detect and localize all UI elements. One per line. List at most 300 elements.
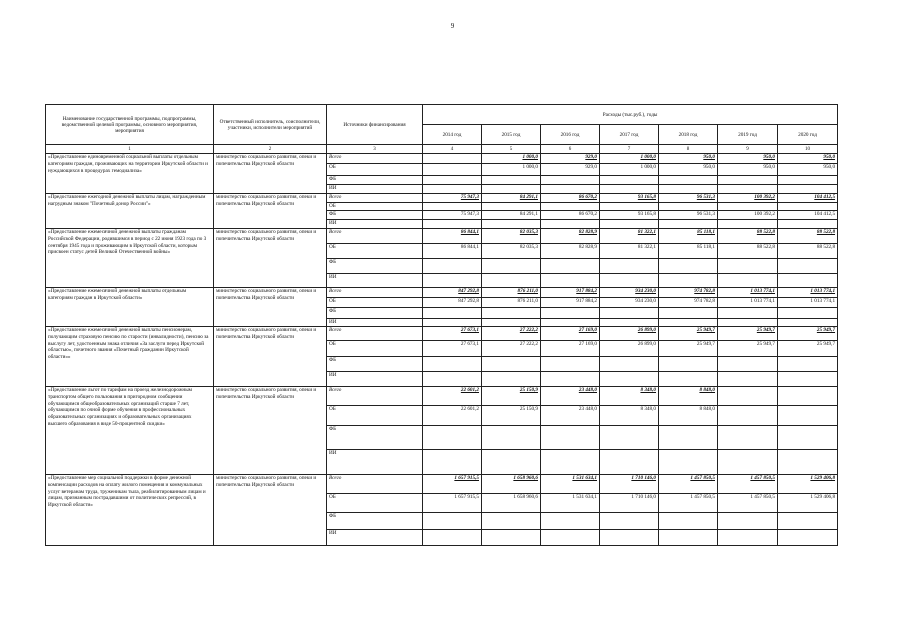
expense-value [718,244,778,259]
expense-value [600,387,659,406]
expense-value [718,513,778,530]
expense-value [541,194,600,203]
funding-source: Всего [327,475,423,494]
expense-value [423,288,482,298]
expense-amount: 86 844,1 [460,244,479,250]
expense-value [659,426,718,450]
expense-amount: 1 013 774,1 [750,298,775,304]
expense-value [482,259,541,274]
funding-source: ФБ [327,176,423,185]
funding-source: ФБ [327,259,423,274]
expense-value [600,475,659,494]
expense-value [778,244,838,259]
expense-amount: 8 348,0 [640,406,656,412]
expense-amount: 950,0 [763,154,775,160]
expense-amount: 1 013 774,1 [810,298,836,304]
expense-value [778,327,838,341]
expense-amount: 1 531 634,1 [572,494,597,500]
column-number: 4 [423,145,482,154]
expense-amount: 1 013 774,1 [810,288,836,294]
funding-source: ОБ [327,298,423,308]
expense-value [778,176,838,185]
funding-source: ОБ [327,164,423,176]
expense-amount: 82 035,3 [519,244,538,250]
expense-amount: 1 013 774,1 [750,288,775,294]
header-year: 2016 год [541,125,600,145]
expense-value [482,513,541,530]
expense-amount: 847 292,8 [458,288,479,294]
expense-amount: 1 710 146,0 [631,494,656,500]
expense-value [718,229,778,244]
expense-value [541,341,600,357]
page-number: 9 [450,22,455,30]
funding-source: ИИ [327,450,423,475]
program-name: «Предоставление ежемесячной денежной выплаты отдельным категориям граждан в Иркутской области» [46,288,214,327]
expense-value [659,475,718,494]
expense-amount: 934 230,0 [635,288,656,294]
expense-value [778,185,838,194]
expense-value [778,154,838,164]
expense-amount: 25 949,7 [696,341,715,347]
expense-value [423,154,482,164]
expense-value [482,203,541,211]
column-number: 5 [482,145,541,154]
expense-value [718,426,778,450]
expense-value [778,220,838,229]
expense-amount: 1 000,0 [522,164,538,170]
expense-value [423,494,482,513]
expense-amount: 100 392,2 [754,194,775,200]
expense-amount: 22 601,2 [460,387,479,393]
expense-value [482,164,541,176]
expense-value [718,288,778,298]
expense-value [541,406,600,426]
expense-value [423,164,482,176]
expense-amount: 8 348,0 [640,387,656,393]
expense-amount: 82 828,9 [578,244,597,250]
expense-value [659,176,718,185]
expense-value [541,185,600,194]
program-name: «Предоставление мер социальной поддержки в форме денежной компенсации расходов на оплату жилого помещения и коммунальных услуг ветеранам труда, труженикам тыла, реабилитированным лицам и лицам, признанным пострадавшими от политических репрессий, в Иркутской области» [46,475,214,546]
expense-value [482,288,541,298]
program-name: «Предоставление ежемесячной денежной выплаты гражданам Российской Федерации, родившимся в период с 22 июня 1923 года по 3 сентября 1945 года и проживающим в Иркутской области, которым присвоен статус детей Великой Отечественной войны» [46,229,214,288]
expense-value [659,308,718,319]
expense-value [718,154,778,164]
expense-value [659,357,718,372]
expense-value [778,211,838,220]
expense-value [718,308,778,319]
header-sources: Источники финансирования [327,105,423,145]
expense-value [482,229,541,244]
expense-value [718,530,778,546]
expense-value [778,530,838,546]
expense-value [778,164,838,176]
expense-amount: 81 322,1 [637,229,656,235]
expense-amount: 88 522,8 [816,229,836,235]
header-year: 2020 год [778,125,838,145]
expense-value [541,288,600,298]
expense-value [600,288,659,298]
expense-amount: 1 658 960,6 [513,494,538,500]
expense-value [600,154,659,164]
expense-value [423,341,482,357]
expense-value [600,176,659,185]
expense-value [600,194,659,203]
expense-value [600,327,659,341]
expense-amount: 1 000,0 [640,164,656,170]
expense-value [659,244,718,259]
funding-source: ИИ [327,372,423,387]
expense-value [718,475,778,494]
expense-value [482,387,541,406]
expense-value [541,513,600,530]
expense-amount: 25 150,9 [519,406,538,412]
expense-amount: 950,0 [763,164,775,170]
column-number: 3 [327,145,423,154]
expense-amount: 23 448,0 [578,387,597,393]
expense-amount: 27 222,2 [519,327,538,333]
expense-value [423,308,482,319]
expense-amount: 27 673,1 [460,327,479,333]
expense-value [423,450,482,475]
expense-amount: 8 848,0 [699,387,715,393]
expense-amount: 950,0 [703,164,715,170]
expense-value [600,164,659,176]
expense-value [423,406,482,426]
column-number: 10 [778,145,838,154]
expense-value [541,387,600,406]
column-number: 2 [214,145,327,154]
funding-source: ИИ [327,220,423,229]
expense-amount: 950,0 [823,164,836,170]
expense-amount: 104 412,5 [814,211,836,217]
expense-value [482,176,541,185]
expense-value [482,185,541,194]
expense-value [659,154,718,164]
executor-name: министерство социального развития, опеки и попечительства Иркутской области [214,194,327,229]
expense-amount: 950,0 [703,154,715,160]
column-number: 9 [718,145,778,154]
expense-value [659,274,718,288]
expense-value [600,513,659,530]
expense-value [778,319,838,327]
expense-value [482,341,541,357]
expense-amount: 100 392,2 [754,211,775,217]
expense-amount: 1 529 406,8 [810,494,836,500]
expense-value [600,426,659,450]
expense-value [659,203,718,211]
expense-value [541,372,600,387]
expense-value [659,450,718,475]
expense-amount: 1 658 960,6 [513,475,538,481]
expense-amount: 1 457 850,5 [690,475,715,481]
expense-value [778,203,838,211]
expense-amount: 1 657 915,5 [454,494,479,500]
expense-value [423,176,482,185]
expense-value [778,298,838,308]
expense-amount: 22 601,2 [460,406,479,412]
expense-value [778,494,838,513]
expense-value [718,406,778,426]
expense-value [718,327,778,341]
expense-value [541,244,600,259]
expense-value [541,426,600,450]
expense-value [778,513,838,530]
expense-value [541,327,600,341]
expense-value [778,450,838,475]
expense-value [600,530,659,546]
funding-source: Всего [327,327,423,341]
expense-value [482,194,541,203]
expense-value [482,220,541,229]
expense-value [659,513,718,530]
expense-amount: 25 949,7 [756,327,775,333]
expense-amount: 876 211,0 [517,298,538,304]
expense-value [778,372,838,387]
expense-value [600,357,659,372]
expense-amount: 75 947,3 [460,194,479,200]
expense-amount: 929,0 [585,164,597,170]
funding-source: ФБ [327,426,423,450]
header-year: 2014 год [423,125,482,145]
expense-value [482,406,541,426]
budget-table [45,104,838,546]
funding-source: ИИ [327,185,423,194]
expense-value [600,319,659,327]
expense-value [659,406,718,426]
expense-value [778,387,838,406]
expense-amount: 25 949,7 [816,327,836,333]
expense-value [541,176,600,185]
expense-value [482,530,541,546]
expense-amount: 25 150,9 [519,387,538,393]
expense-value [423,319,482,327]
expense-amount: 847 292,8 [458,298,479,304]
expense-amount: 84 291,1 [519,211,538,217]
program-name: «Предоставление единовременной социальной выплаты отдельным категориям граждан, проживающих на территории Иркутской области и нуждающихся в процедурах гемодиализа» [46,154,214,194]
expense-value [600,406,659,426]
expense-value [541,211,600,220]
expense-value [482,211,541,220]
expense-amount: 25 949,7 [696,327,715,333]
expense-value [659,229,718,244]
expense-value [541,229,600,244]
expense-amount: 974 782,8 [694,298,715,304]
expense-value [659,327,718,341]
expense-value [482,244,541,259]
funding-source: ФБ [327,211,423,220]
expense-value [659,185,718,194]
expense-amount: 88 522,8 [756,229,775,235]
expense-value [778,229,838,244]
expense-value [718,319,778,327]
expense-value [659,387,718,406]
expense-value [718,494,778,513]
expense-amount: 84 291,1 [519,194,538,200]
expense-value [541,298,600,308]
expense-amount: 75 947,3 [460,211,479,217]
expense-value [659,372,718,387]
header-expenses: Расходы (тыс.руб.), годы [423,105,838,125]
header-year: 2018 год [659,125,718,145]
expense-value [423,426,482,450]
expense-amount: 85 118,1 [697,244,715,250]
expense-value [778,259,838,274]
expense-amount: 950,0 [823,154,836,160]
expense-value [482,426,541,450]
expense-value [482,154,541,164]
expense-amount: 1 000,0 [640,154,656,160]
funding-source: ИИ [327,319,423,327]
expense-value [600,244,659,259]
expense-value [600,298,659,308]
expense-value [778,274,838,288]
expense-value [659,319,718,327]
expense-value [778,341,838,357]
executor-name: министерство социального развития, опеки и попечительства Иркутской области [214,475,327,546]
expense-value [718,259,778,274]
expense-value [718,176,778,185]
expense-value [659,259,718,274]
table-row [46,194,838,203]
expense-value [541,259,600,274]
expense-value [659,494,718,513]
header-executor: Ответственный исполнитель, соисполнители, участники, исполнители мероприятий [214,105,327,145]
table-row [46,475,838,494]
expense-value [718,274,778,288]
program-name: «Предоставление льгот по тарифам на проезд железнодорожным транспортом общего пользования в пригородном сообщении обучающимся общеобразовательных организаций старше 7 лет, обучающимся по очной форме обучения в профессиональных образовательных организациях и образовательных организациях высшего образования в виде 50-процентной скидки» [46,387,214,475]
expense-amount: 93 165,8 [637,194,656,200]
expense-value [482,357,541,372]
column-number: 1 [46,145,214,154]
expense-value [423,357,482,372]
funding-source: ОБ [327,203,423,211]
header-year: 2015 год [482,125,541,145]
funding-source: Всего [327,387,423,406]
column-number: 8 [659,145,718,154]
expense-amount: 86 844,1 [460,229,479,235]
expense-value [541,494,600,513]
expense-value [718,341,778,357]
expense-value [718,387,778,406]
funding-source: ФБ [327,308,423,319]
expense-value [482,327,541,341]
expense-amount: 8 848,0 [699,406,715,412]
funding-source: ОБ [327,406,423,426]
expense-value [659,298,718,308]
program-name: «Предоставление ежемесячной денежной выплаты пенсионерам, получающим страховую пенсию по старости (инвалидности), пенсию за выслугу лет, удостоенным знака отличия «За заслуги перед Иркутской областью», почетного звания «Почетный гражданин Иркутской области»» [46,327,214,387]
expense-amount: 25 949,7 [756,341,775,347]
expense-value [423,229,482,244]
expense-value [541,450,600,475]
expense-value [423,475,482,494]
expense-value [600,259,659,274]
expense-value [423,298,482,308]
expense-value [778,475,838,494]
program-name: «Предоставление ежегодной денежной выплаты лицам, награжденным нагрудным знаком "Почетный донор России"» [46,194,214,229]
expense-value [718,211,778,220]
expense-amount: 25 949,7 [816,341,836,347]
expense-value [718,194,778,203]
funding-source: ИИ [327,530,423,546]
expense-value [541,220,600,229]
expense-value [778,308,838,319]
expense-amount: 27 169,0 [578,327,597,333]
funding-source: ОБ [327,494,423,513]
expense-amount: 96 531,3 [696,194,715,200]
expense-value [659,194,718,203]
expense-value [541,319,600,327]
column-number: 7 [600,145,659,154]
header-year: 2017 год [600,125,659,145]
expense-amount: 1 000,0 [522,154,538,160]
expense-value [482,319,541,327]
expense-value [659,530,718,546]
expense-amount: 104 412,5 [814,194,836,200]
expense-value [423,211,482,220]
executor-name: министерство социального развития, опеки и попечительства Иркутской области [214,154,327,194]
expense-amount: 81 322,1 [637,244,656,250]
expense-value [423,185,482,194]
table-row [46,154,838,164]
expense-value [600,229,659,244]
expense-value [423,530,482,546]
expense-amount: 85 118,1 [697,229,715,235]
expense-value [482,298,541,308]
expense-value [541,308,600,319]
expense-amount: 876 211,0 [517,288,538,294]
expense-value [659,341,718,357]
expense-value [718,203,778,211]
expense-value [482,475,541,494]
funding-source: ОБ [327,341,423,357]
expense-value [600,450,659,475]
expense-amount: 27 673,1 [460,341,479,347]
expense-amount: 27 222,2 [519,341,538,347]
expense-value [482,308,541,319]
expense-value [423,259,482,274]
expense-value [778,357,838,372]
expense-value [482,494,541,513]
executor-name: министерство социального развития, опеки и попечительства Иркутской области [214,229,327,288]
header-program: Наименование государственной программы, подпрограммы, ведомственной целевой программы, основного мероприятия, мероприятия [46,105,214,145]
expense-value [778,288,838,298]
expense-value [541,154,600,164]
executor-name: министерство социального развития, опеки и попечительства Иркутской области [214,327,327,387]
table-row [46,327,838,341]
expense-value [600,220,659,229]
funding-source: ОБ [327,244,423,259]
expense-amount: 1 457 850,5 [750,494,775,500]
expense-amount: 86 670,2 [578,211,597,217]
funding-source: Всего [327,229,423,244]
executor-name: министерство социального развития, опеки и попечительства Иркутской области [214,387,327,475]
expense-value [423,244,482,259]
expense-value [718,185,778,194]
expense-value [659,288,718,298]
expense-amount: 93 165,8 [637,211,656,217]
expense-amount: 88 522,8 [756,244,775,250]
expense-value [541,530,600,546]
expense-value [778,426,838,450]
expense-amount: 917 884,2 [576,288,597,294]
expense-amount: 86 670,2 [578,194,597,200]
header-year: 2019 год [718,125,778,145]
expense-value [778,406,838,426]
expense-value [423,203,482,211]
expense-value [600,494,659,513]
expense-amount: 1 457 850,5 [750,475,775,481]
